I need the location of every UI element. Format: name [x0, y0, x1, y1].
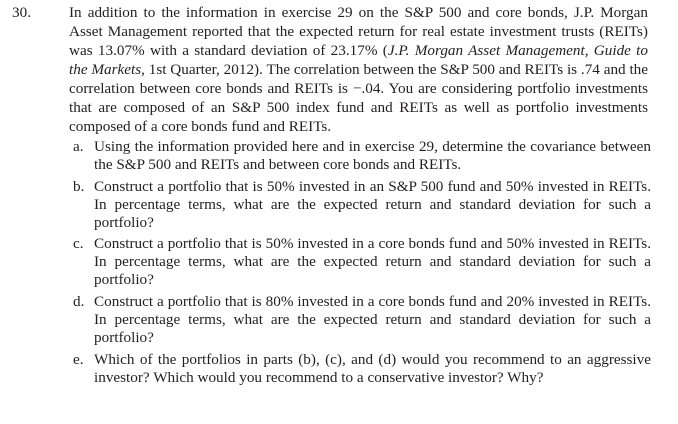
- intro-text-part-2: , 1st Quarter, 2012). The correlation between the S&P 500 and REITs is .74 and the correlation between core bonds and REITs is −.04. You are considering portfolio investments that are composed of an S&P 500 index fund and REITs as well as portfolio investments composed of a core bonds fund and REITs.: [69, 61, 648, 135]
- part-text: Which of the portfolios in parts (b), (c), and (d) would you recommend to an aggressive investor? Which would you recommend to a conservative investor? Why?: [94, 351, 651, 387]
- exercise-intro-paragraph: [69, 3, 648, 136]
- part-text: Construct a portfolio that is 50% invested in an S&P 500 fund and 50% invested in REITs. In percentage terms, what are the expected return and standard deviation for such a portfolio?: [94, 178, 651, 232]
- exercise-part-c: [73, 235, 651, 290]
- exercise-number: 30.: [12, 4, 31, 21]
- exercise-part-d: [73, 293, 651, 348]
- part-letter: c.: [73, 235, 84, 252]
- part-text: Construct a portfolio that is 50% invested in a core bonds fund and 50% invested in REITs. In percentage terms, what are the expected return and standard deviation for such a portfolio?: [94, 235, 651, 289]
- part-text: Using the information provided here and in exercise 29, determine the covariance between the S&P 500 and REITs and between core bonds and REITs.: [94, 138, 651, 174]
- part-letter: a.: [73, 138, 84, 155]
- part-text: Construct a portfolio that is 80% invested in a core bonds fund and 20% invested in REITs. In percentage terms, what are the expected return and standard deviation for such a portfolio?: [94, 293, 651, 347]
- exercise-part-b: [73, 178, 651, 233]
- part-letter: e.: [73, 351, 84, 368]
- part-letter: d.: [73, 293, 85, 310]
- part-letter: b.: [73, 178, 85, 195]
- source-citation: J.P. Morgan Asset Management, Guide to the Markets: [69, 42, 648, 78]
- exercise-part-a: [73, 138, 651, 174]
- exercise-part-e: [73, 351, 651, 387]
- intro-text-part-1: In addition to the information in exercise 29 on the S&P 500 and core bonds, J.P. Morgan Asset Management reported that the expected return for real estate investment trusts (REITs) was 13.07% with a standard deviation of 23.17% (: [69, 4, 648, 59]
